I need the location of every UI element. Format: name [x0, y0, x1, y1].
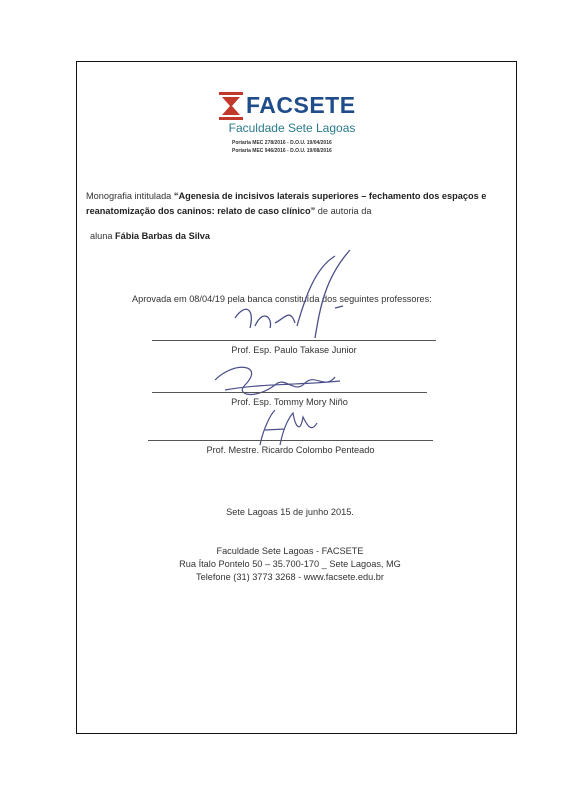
logo-brand: FACSETE — [246, 92, 356, 118]
date-line: Sete Lagoas 15 de junho 2015. — [226, 507, 354, 517]
logo-portaria-1: Portaria MEC 278/2016 - D.O.U. 19/04/2016 — [232, 140, 332, 146]
facsete-logo — [218, 88, 366, 160]
signature-line-2 — [152, 392, 427, 393]
student-prefix: aluna — [90, 231, 116, 241]
authorship-suffix: de autoria da — [315, 206, 372, 216]
signature-1 — [215, 248, 365, 348]
signature-3 — [245, 405, 335, 450]
signature-line-3 — [148, 440, 433, 441]
logo-portaria-2: Portaria MEC 946/2016 - D.O.U. 19/08/2016 — [232, 148, 332, 154]
student-name: Fábia Barbas da Silva — [115, 231, 211, 241]
signature-line-1 — [152, 340, 436, 341]
examiner-name-2: Prof. Esp. Tommy Mory Niño — [231, 397, 348, 407]
footer-institution: Faculdade Sete Lagoas - FACSETE — [216, 546, 364, 556]
examiner-name-3: Prof. Mestre. Ricardo Colombo Penteado — [206, 445, 375, 455]
logo-subtitle: Faculdade Sete Lagoas — [228, 121, 356, 135]
monograph-title-line-1: “Agenesia de incisivos laterais superiores – fechamento dos espaços e — [173, 191, 487, 201]
monograph-title-line-2: reanatomização dos caninos: relato de caso clínico” — [86, 206, 316, 216]
footer-address: Rua Ítalo Pontelo 50 – 35.700-170 _ Sete Lagoas, MG — [179, 559, 401, 569]
approval-statement: Aprovada em 08/04/19 pela banca constituída dos seguintes professores: — [132, 294, 432, 304]
student-line — [90, 231, 210, 241]
monograph-line-2 — [86, 206, 371, 216]
intro-prefix: Monografia intitulada — [86, 191, 174, 201]
facsete-emblem-icon — [218, 91, 244, 121]
footer-contact: Telefone (31) 3773 3268 - www.facsete.edu.br — [196, 572, 384, 582]
monograph-line-1 — [86, 191, 486, 201]
examiner-name-1: Prof. Esp. Paulo Takase Junior — [231, 345, 357, 355]
